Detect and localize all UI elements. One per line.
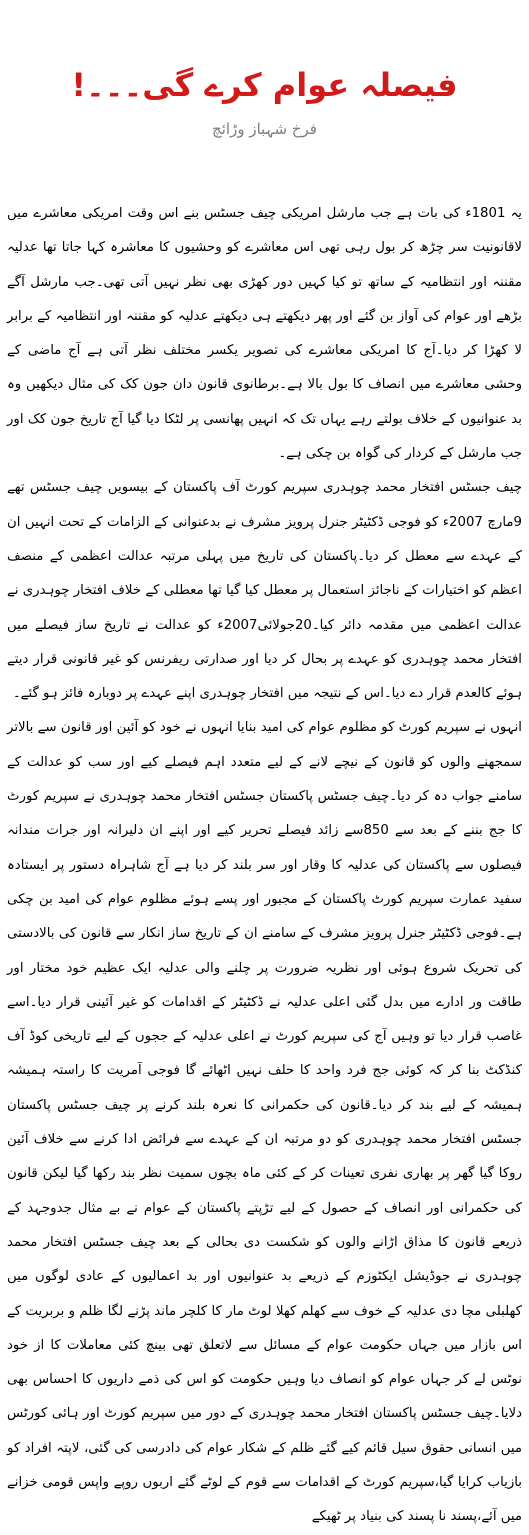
article-body [7,197,523,1525]
article-headline: فیصلہ عوام کرے گی۔۔۔! [71,66,458,105]
article-paragraph: چیف جسٹس افتخار محمد چوہدری سپریم کورٹ آف پاکستان کے بیسویں چیف جسٹس تھے 9مارچ 2007ء کو فوجی ڈکٹیٹر جنرل پرویز مشرف نے بدعنوانی کے الزامات کے تحت انہیں ان کے عہدے سے معطل کر دیا۔پاکستان کی تاریخ میں پہلی مرتبہ عدالت اعظمی کے منصف اعظم کو اختیارات کے ناجائز استعمال پر معطل کیا گیا تھا معطلی کے خلاف افتخار چوہدری نے عدالت اعظمی میں مقدمہ دائر کیا۔20جولائی2007ء کو عدالت نے تاریخ ساز فیصلے میں افتخار محمد چوہدری کو عہدے پر بحال کر دیا اور صدارتی ریفرنس کو غیر قانونی قرار دیتے ہوئے کالعدم قرار دے دیا۔اس کے نتیجہ میں افتخار چوہدری اپنے عہدے پر دوبارہ فائز ہو گئے۔ [7,480,522,702]
article-paragraph: یہ 1801ء کی بات ہے جب مارشل امریکی چیف جسٹس بنے اس وقت امریکی معاشرے میں لاقانونیت سر چڑھ کر بول رہی تھی اس معاشرے کو وحشیوں کا معاشرہ کہا جاتا تھا عدلیہ مقننہ اور انتظامیہ کے ساتھ تو کیا کہیں دور کھڑی بھی نظر نہیں آتی تھی۔جب مارشل آگے بڑھے اور عوام کی آواز بن گئے اور پھر دیکھتے ہی دیکھتے عدلیہ کو مقننہ اور انتظامیہ کے برابر لا کھڑا کر دیا۔آج کا امریکی معاشرے کی تصویر یکسر مختلف نظر آتی ہے آج ماضی کے وحشی معاشرے میں انصاف کا بول بالا ہے۔برطانوی قانون دان جون کک کی مثال دیکھیں وہ بد عنوانیوں کے خلاف بولتے رہے یہاں تک کہ انہیں پھانسی پر لٹکا دیا گیا آج تاریخ جون کک اور جب مارشل کے کردار کی گواہ بن چکی ہے۔ [7,206,523,462]
article-author: فرخ شہباز وڑائچ [212,120,317,138]
article-paragraph: انہوں نے سپریم کورٹ کو مظلوم عوام کی امید بنایا انہوں نے خود کو آئین اور قانون سے بالاتر سمجھنے والوں کو قانون کے نیچے لانے کے لیے متعدد اہم فیصلے کیے اور سب کو عدالت کے سامنے جواب دہ کر دیا۔چیف جسٹس پاکستان جسٹس افتخار محمد چوہدری نے سپریم کورٹ کا جج بننے کے بعد سے 850سے زائد فیصلے تحریر کیے اور اپنے ان دلیرانہ اور جرات مندانہ فیصلوں سے پاکستان کی عدلیہ کا وقار اور سر بلند کر دیا ہے آج شاہراہ دستور پر ایستادہ سفید عمارت سپریم کورٹ پاکستان کے مجبور اور پسے ہوئے مظلوم عوام کی امید بن چکی ہے۔فوجی ڈکٹیٹر جنرل پرویز مشرف کے سامنے ان کے تاریخ ساز انکار سے قانون کی بالادستی کی تحریک شروع ہوئی اور نظریہ ضرورت پر چلنے والی عدلیہ ایک عظیم خود مختار اور طاقت ور ادارے میں بدل گئی اعلی عدلیہ نے ڈکٹیٹر کے اقدامات کو غیر آئینی قرار دیا۔اسے غاصب قرار دیا تو وہیں آج کی سپریم کورٹ نے اعلی عدلیہ کے ججوں کے لیے تاریخی کوڈ آف کنڈکٹ بنا کر کہ کوئی جج فرد واحد کا حلف نہیں اٹھائے گا فوجی آمریت کا راستہ ہمیشہ ہمیشہ کے لیے بند کر دیا۔قانون کی حکمرانی کا نعرہ بلند کرنے پر چیف جسٹس پاکستان جسٹس افتخار محمد چوہدری کو دو مرتبہ ان کے عہدے سے فرائض ادا کرنے سے خلاف آئین روکا گیا گھر پر بھاری نفری تعینات کر کے کئی ماہ بچوں سمیت نظر بند رکھا گیا لیکن قانون کی حکمرانی اور انصاف کے حصول کے لیے تڑپتے پاکستان کے عوام نے بے مثال جدوجہد کے ذریعے قانون کا مذاق اڑانے والوں کو شکست دی بحالی کے بعد چیف جسٹس افتخار محمد چوہدری نے جوڈیشل ایکٹوزم کے ذریعے بد عنوانیوں اور بد اعمالیوں کے عادی لوگوں میں کھلبلی مچا دی عدلیہ کے خوف سے کھلم کھلا لوٹ مار کا کلچر ماند پڑنے لگا ظلم و بربریت کے اس بازار میں جہاں حکومت عوام کے مسائل سے لاتعلق تھی بینچ کئی معاملات کا از خود نوٹس لے کر جہاں عوام کو انصاف دیا وہیں حکومت کو اس کی ذمے داریوں کا احساس بھی دلایا۔چیف جسٹس پاکستان افتخار محمد چوہدری کے دور میں سپریم کورٹ اور ہائی کورٹس میں انسانی حقوق سیل قائم کیے گئے ظلم کے شکار عوام کی دادرسی کی گئی، لاپتہ افراد کو بازیاب کرایا گیا،سپریم کورٹ کے اقدامات سے قوم کے لوٹے گئے اربوں روپے واپس قومی خزانے میں آئے،پسند نا پسند کی بنیاد پر ٹھیکے [7,720,523,1525]
